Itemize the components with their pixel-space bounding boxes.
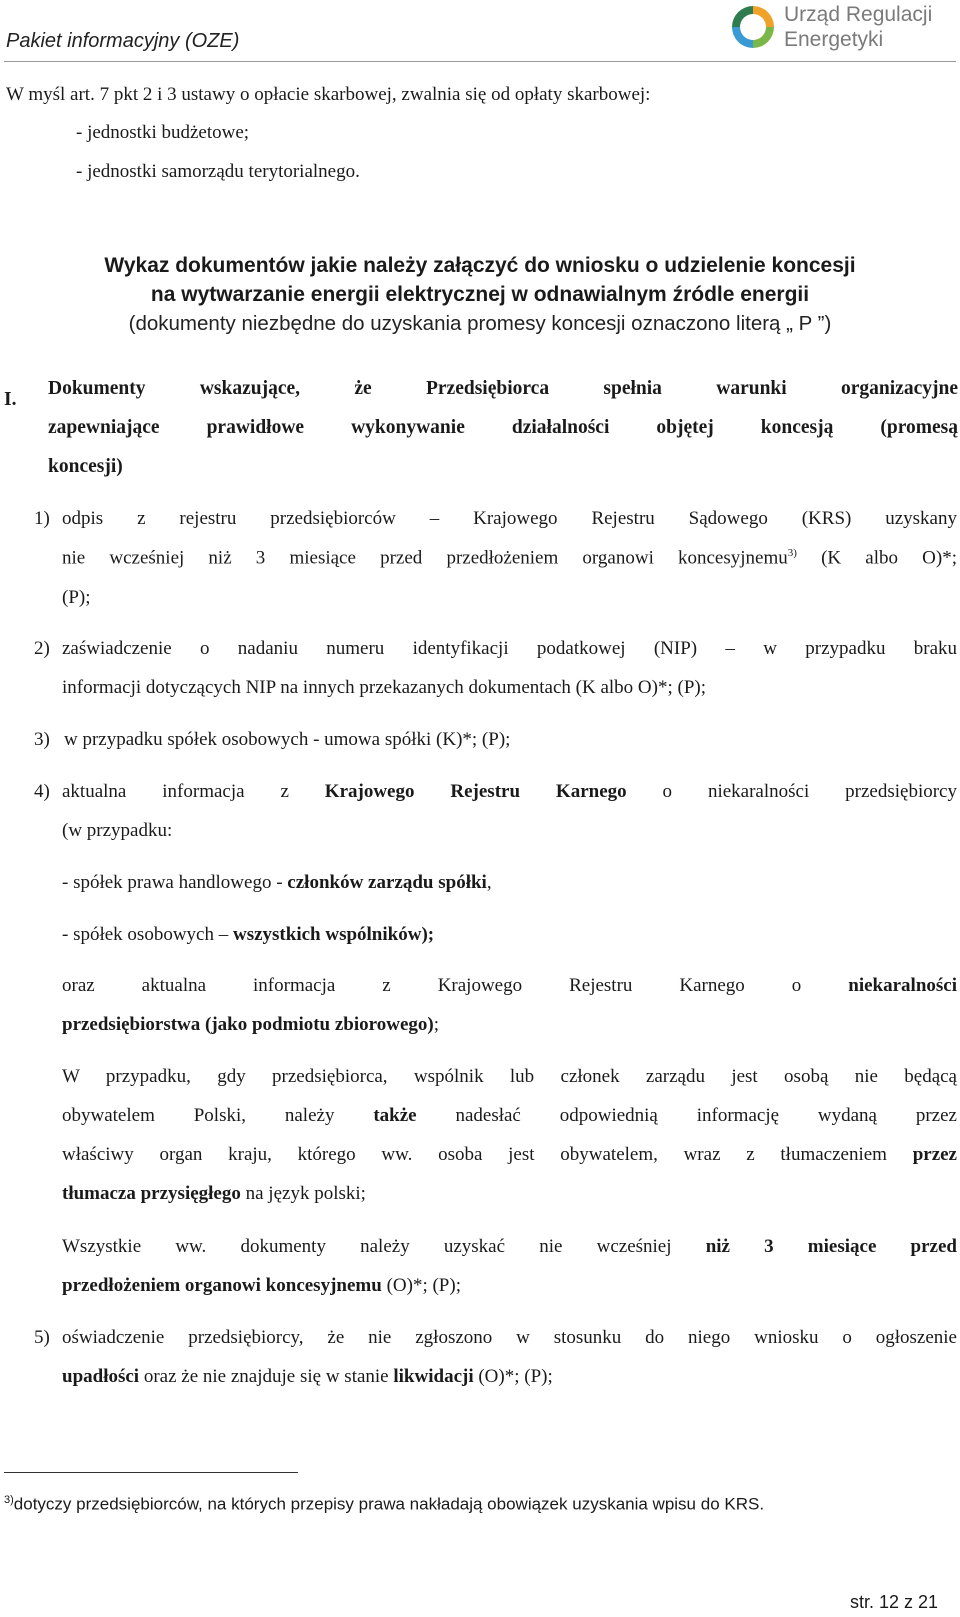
text-span: obywatelem Polski, należy	[62, 1105, 374, 1126]
item-line	[62, 781, 957, 803]
text-span: ;	[433, 1014, 439, 1035]
ure-logo	[728, 2, 956, 54]
section-number: I.	[4, 389, 17, 410]
item-line	[62, 924, 957, 946]
item-line	[62, 872, 957, 894]
text-span: oraz że nie znajduje się w stanie	[139, 1366, 394, 1387]
text-span: właściwy organ kraju, którego ww. osoba jest obywatelem, wraz z tłumaczeniem	[62, 1144, 913, 1165]
bold-span: wszystkich wspólników);	[232, 924, 435, 945]
header-rule	[4, 61, 956, 62]
item-line: (w przypadku:	[62, 820, 173, 841]
item-line	[62, 1183, 957, 1205]
item-line: informacji dotyczących NIP na innych przekazanych dokumentach (K albo O)*; (P);	[62, 677, 707, 698]
heading-line2: na wytwarzanie energii elektrycznej w odnawialnym źródle energii	[150, 283, 810, 306]
text-span: na język polski;	[240, 1183, 366, 1204]
text-span: Wszystkie ww. dokumenty należy uzyskać nie wcześniej	[62, 1236, 706, 1257]
bold-span: także	[373, 1105, 417, 1126]
footnote-rule	[4, 1472, 298, 1473]
footnote-ref: 3)	[787, 547, 797, 559]
item-line: w przypadku spółek osobowych - umowa spółki (K)*; (P);	[64, 729, 511, 750]
text-span: - spółek osobowych –	[62, 924, 233, 945]
item-line: W przypadku, gdy przedsiębiorca, wspólnik lub członek zarządu jest osobą nie będącą	[62, 1066, 957, 1087]
page-header-title: Pakiet informacyjny (OZE)	[6, 30, 240, 52]
bold-span: członków zarządu spółki	[287, 872, 487, 893]
bold-span: niż 3 miesiące przed	[705, 1236, 957, 1257]
intro-line: W myśl art. 7 pkt 2 i 3 ustawy o opłacie skarbowej, zwalnia się od opłaty skarbowej:	[6, 84, 651, 105]
item-line	[62, 1105, 957, 1127]
item-number: 1)	[34, 508, 50, 529]
section-title-line: zapewniające prawidłowe wykonywanie działalności objętej koncesją (promesą	[48, 417, 958, 438]
text-span: aktualna informacja z	[62, 781, 325, 802]
text-span: nadesłać odpowiednią informację wydaną przez	[416, 1105, 957, 1126]
item-line: oświadczenie przedsiębiorcy, że nie zgłoszono w stosunku do niego wniosku o ogłoszenie	[62, 1327, 957, 1348]
bold-span: Krajowego Rejestru Karnego	[324, 781, 627, 802]
section-title-line: Dokumenty wskazujące, że Przedsiębiorca spełnia warunki organizacyjne	[48, 378, 958, 399]
bold-span: likwidacji	[393, 1366, 474, 1387]
item-line	[62, 1236, 957, 1258]
logo-text-line1: Urząd Regulacji	[784, 3, 933, 26]
bold-span: niekaralności	[848, 975, 957, 996]
bold-span: przedłożeniem organowi koncesyjnemu	[62, 1275, 382, 1296]
bold-span: tłumacza przysięgłego	[62, 1183, 241, 1204]
page-number: str. 12 z 21	[849, 1592, 938, 1612]
text-span: (K albo O)*;	[796, 547, 958, 569]
item-line	[62, 1275, 957, 1297]
heading-line3: (dokumenty niezbędne do uzyskania promesy koncesji oznaczono literą „ P ”)	[128, 312, 832, 335]
item-number: 5)	[34, 1327, 50, 1348]
text-span: (O)*; (P);	[381, 1275, 461, 1296]
item-line	[62, 1144, 957, 1166]
text-span: nie wcześniej niż 3 miesiące przed przedłożeniem organowi koncesyjnemu	[62, 547, 788, 569]
text-span: (O)*; (P);	[473, 1366, 553, 1387]
item-number: 3)	[34, 729, 50, 750]
item-line	[62, 975, 957, 997]
text-span: ,	[486, 872, 492, 893]
item-line: odpis z rejestru przedsiębiorców – Krajowego Rejestru Sądowego (KRS) uzyskany	[62, 508, 957, 529]
logo-text-line2: Energetyki	[784, 28, 884, 51]
footnote-mark: 3)	[4, 1494, 14, 1506]
bold-span: przez	[912, 1144, 957, 1165]
heading-line1: Wykaz dokumentów jakie należy załączyć do wniosku o udzielenie koncesji	[104, 254, 856, 277]
item-number: 2)	[34, 638, 50, 659]
item-line	[62, 1014, 957, 1036]
text-span: o niekaralności przedsiębiorcy	[626, 781, 957, 802]
footnote-text: dotyczy przedsiębiorców, na których przepisy prawa nakładają obowiązek uzyskania wpisu do KRS.	[13, 1494, 765, 1514]
ure-logo-icon	[728, 2, 778, 52]
footnote	[4, 1494, 764, 1515]
bold-span: upadłości	[62, 1366, 140, 1387]
item-line	[62, 1366, 957, 1388]
item-number: 4)	[34, 781, 50, 802]
section-title-line: koncesji)	[48, 456, 123, 477]
text-span: oraz aktualna informacja z Krajowego Rejestru Karnego o	[62, 975, 849, 996]
intro-item: - jednostki samorządu terytorialnego.	[76, 161, 360, 182]
text-span: - spółek prawa handlowego -	[62, 872, 288, 893]
intro-item: - jednostki budżetowe;	[76, 122, 250, 143]
item-line: (P);	[62, 587, 91, 608]
item-line: zaświadczenie o nadaniu numeru identyfikacji podatkowej (NIP) – w przypadku braku	[62, 638, 957, 659]
bold-span: przedsiębiorstwa (jako podmiotu zbiorowego)	[62, 1014, 434, 1035]
item-line	[62, 547, 957, 569]
